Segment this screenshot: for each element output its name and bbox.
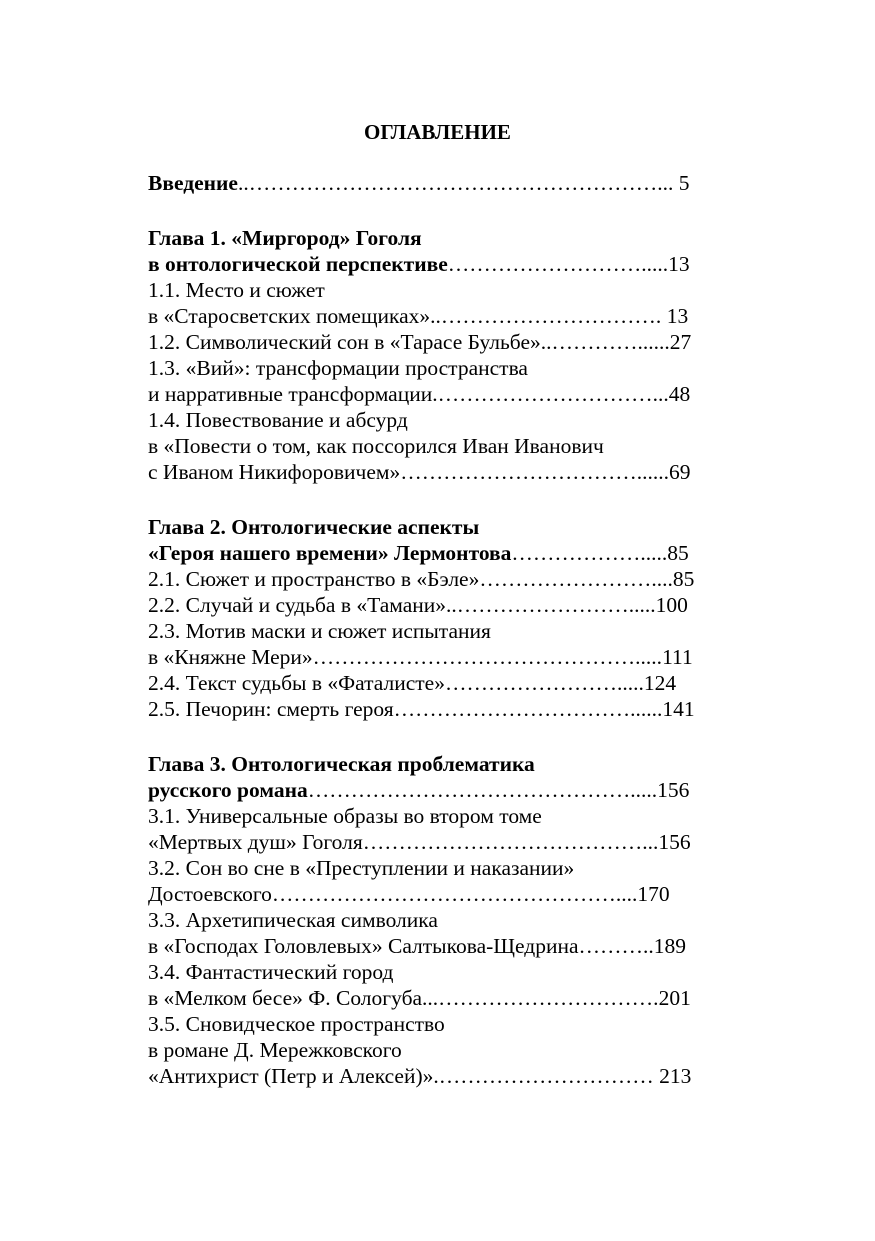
toc-entry-3-1: 3.1. Универсальные образы во втором томе (148, 804, 542, 828)
chapter-1-heading: Глава 1. «Миргород» Гоголя (148, 226, 422, 250)
toc-page-number: 201 (658, 986, 691, 1010)
toc-page-number: 27 (669, 330, 692, 354)
toc-page-number: 156 (657, 778, 690, 802)
toc-page-number: 189 (653, 934, 686, 958)
toc-entry-1-2: 1.2. Символический сон в «Тарасе Бульбе»..…………......27 (148, 330, 692, 354)
toc-leader: ………………..... (511, 541, 668, 565)
toc-entry-3-1-line2: «Мертвых душ» Гоголя…………………………………...156 (148, 830, 691, 854)
toc-page-number: 48 (668, 382, 691, 406)
toc-entry-3-3-line2: в «Господах Головлевых» Салтыкова-Щедрина………..189 (148, 934, 686, 958)
toc-entry-label: Введение (148, 171, 238, 195)
toc-page-number: 85 (667, 541, 689, 565)
toc-page-number: 100 (655, 593, 688, 617)
toc-entry-2-4: 2.4. Текст судьбы в «Фаталисте»…………………….....124 (148, 671, 677, 695)
toc-page-number: 156 (658, 830, 691, 854)
toc-entry-3-5-line3: «Антихрист (Петр и Алексей)».………………………… 213 (148, 1064, 692, 1088)
toc-entry-1-4: 1.4. Повествование и абсурд (148, 408, 408, 432)
toc-entry-2-5: 2.5. Печорин: смерть героя……………………………......141 (148, 697, 695, 721)
toc-entry-3-2: 3.2. Сон во сне в «Преступлении и наказании» (148, 856, 575, 880)
chapter-1-heading-line2: в онтологической перспективе……………………….....13 (148, 252, 690, 276)
toc-entry-intro (148, 170, 689, 196)
toc-page-number: 69 (668, 460, 691, 484)
toc-page-number: 13 (666, 304, 689, 328)
toc-page-number: 111 (662, 645, 693, 669)
chapter-2-heading-line2: «Героя нашего времени» Лермонтова……………….....85 (148, 541, 689, 565)
chapter-2-heading: Глава 2. Онтологические аспекты (148, 515, 480, 539)
toc-entry-1-3-line2: и нарративные трансформации.…………………………...48 (148, 382, 691, 406)
toc-page-number: 170 (637, 882, 670, 906)
toc-page-number: 141 (662, 697, 695, 721)
toc-entry-2-1: 2.1. Сюжет и пространство в «Бэле»……………………....85 (148, 567, 695, 591)
page-title: ОГЛАВЛЕНИЕ (364, 120, 511, 144)
chapter-3-heading-line2: русского романа……………………………………….....156 (148, 778, 690, 802)
toc-entry-1-4-line2: в «Повести о том, как поссорился Иван Иванович (148, 434, 604, 458)
toc-leader: ………………………………………..... (307, 778, 658, 802)
toc-page-number: 13 (668, 252, 690, 276)
toc-leader: ………………………..... (447, 252, 669, 276)
toc-entry-3-3: 3.3. Архетипическая символика (148, 908, 438, 932)
toc-entry-1-1-line2: в «Старосветских помещиках»..…………………………. 13 (148, 304, 689, 328)
toc-entry-1-3: 1.3. «Вий»: трансформации пространства (148, 356, 528, 380)
toc-entry-3-4-line2: в «Мелком бесе» Ф. Сологуба...………………………….201 (148, 986, 691, 1010)
toc-entry-2-2: 2.2. Случай и судьба в «Тамани»..…………………….....100 (148, 593, 688, 617)
toc-page-number: 85 (672, 567, 695, 591)
toc-entry-3-5: 3.5. Сновидческое пространство (148, 1012, 445, 1036)
toc-leader: ..…………………………………………………... (237, 171, 674, 195)
toc-entry-3-4: 3.4. Фантастический город (148, 960, 394, 984)
toc-entry-3-5-line2: в романе Д. Мережковского (148, 1038, 402, 1062)
toc-entry-3-2-line2: Достоевского…………………………………………....170 (148, 882, 670, 906)
toc-entry-2-3: 2.3. Мотив маски и сюжет испытания (148, 619, 491, 643)
toc-page-number: 5 (678, 171, 690, 195)
toc-entry-2-3-line2: в «Княжне Мери»……………………………………….....111 (148, 645, 693, 669)
toc-page-number: 213 (659, 1064, 692, 1088)
toc-entry-1-1: 1.1. Место и сюжет (148, 278, 325, 302)
toc-entry-1-4-line3: с Иваном Никифоровичем»……………………………......69 (148, 460, 691, 484)
chapter-3-heading: Глава 3. Онтологическая проблематика (148, 752, 535, 776)
toc-page-number: 124 (643, 671, 677, 695)
